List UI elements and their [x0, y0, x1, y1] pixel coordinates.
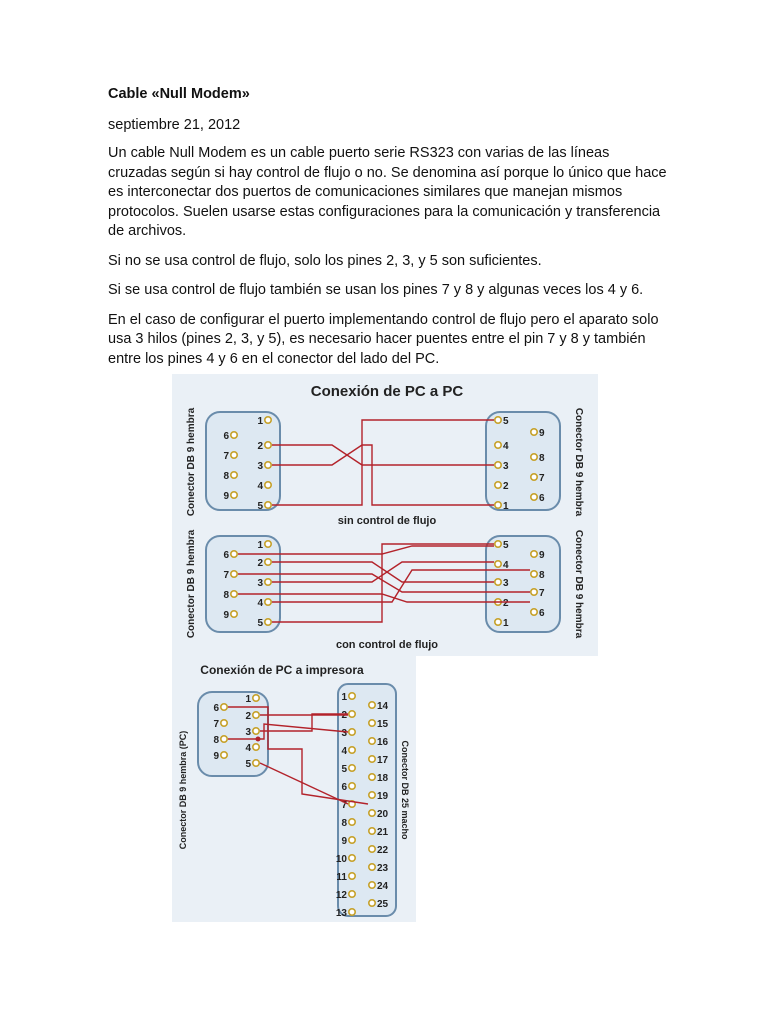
right-f-pin-1-label: 1 — [503, 618, 509, 629]
left-f-pin-9-label: 9 — [223, 610, 229, 621]
db25-pin-20-dot — [369, 810, 375, 816]
right-nf-pin-2-dot — [495, 482, 501, 488]
pr-left-pin-1-dot — [253, 695, 259, 701]
db25-pin-12-dot — [349, 891, 355, 897]
left-f-pin-7-dot — [231, 571, 237, 577]
right-f-pin-2-label: 2 — [503, 598, 509, 609]
wiring-figure — [172, 374, 598, 922]
db25-pin-3-label: 3 — [341, 728, 347, 739]
right-f-pin-5-dot — [495, 541, 501, 547]
pr-left-pin-9-label: 9 — [213, 751, 219, 762]
left-f-pin-4-dot — [265, 599, 271, 605]
wire-f-3-2 — [272, 562, 494, 582]
db25-pin-11-label: 11 — [336, 872, 347, 883]
right-f-pin-6-label: 6 — [539, 608, 545, 619]
right-f-pin-8-label: 8 — [539, 570, 545, 581]
right-nf-pin-7-dot — [531, 474, 537, 480]
right-f-pin-7-label: 7 — [539, 588, 545, 599]
wiring-diagram — [172, 374, 598, 922]
right-nf-pin-9-label: 9 — [539, 428, 545, 439]
pr-left-pin-9-dot — [221, 752, 227, 758]
left-nf-pin-4-label: 4 — [257, 481, 263, 492]
left-nf-pin-5-label: 5 — [257, 501, 263, 512]
db25-pin-23-label: 23 — [377, 863, 389, 874]
db25-pin-13-label: 13 — [335, 908, 347, 919]
wire-nf-3-2 — [272, 445, 494, 505]
db25-pin-4-dot — [349, 747, 355, 753]
right-nf-pin-3-dot — [495, 462, 501, 468]
db25-pin-20-label: 20 — [377, 809, 389, 820]
left-nf-pin-2-dot — [265, 442, 271, 448]
left-f-pin-3-dot — [265, 579, 271, 585]
db25-pin-5-dot — [349, 765, 355, 771]
left-nf-pin-3-label: 3 — [257, 461, 263, 472]
left-nf-pin-1-label: 1 — [257, 416, 263, 427]
db25-pin-1-dot — [349, 693, 355, 699]
db25-pin-21-dot — [369, 828, 375, 834]
db25-pin-3-dot — [349, 729, 355, 735]
wire-f-5-5 — [272, 544, 494, 622]
db25-pin-22-dot — [369, 846, 375, 852]
figure-title-printer: Conexión de PC a impresora — [200, 663, 364, 677]
document-date: septiembre 21, 2012 — [108, 117, 241, 133]
right-connector-label-2: Conector DB 9 hembra — [573, 529, 584, 639]
pr-left-pin-6-label: 6 — [213, 703, 219, 714]
pr-left-pin-5-label: 5 — [245, 759, 251, 770]
right-nf-pin-8-label: 8 — [539, 453, 545, 464]
db25-pin-21-label: 21 — [377, 827, 389, 838]
right-f-pin-8-dot — [531, 571, 537, 577]
left-nf-pin-2-label: 2 — [257, 441, 263, 452]
db25-pin-8-label: 8 — [341, 818, 347, 829]
db25-pin-19-label: 19 — [377, 791, 389, 802]
db25-pin-16-label: 16 — [377, 737, 389, 748]
db25-pin-14-label: 14 — [377, 701, 389, 712]
left-f-pin-2-dot — [265, 559, 271, 565]
left-nf-pin-7-label: 7 — [223, 451, 229, 462]
right-f-pin-9-dot — [531, 551, 537, 557]
db25-pin-4-label: 4 — [341, 746, 347, 757]
right-f-pin-3-label: 3 — [503, 578, 509, 589]
pr-left-pin-8-label: 8 — [213, 735, 219, 746]
printer-left-connector-label: Conector DB 9 hembra (PC) — [178, 730, 188, 850]
db25-pin-25-dot — [369, 900, 375, 906]
figure-title-pc: Conexión de PC a PC — [310, 383, 464, 400]
wire-f-2-3 — [272, 562, 494, 582]
db25-pin-19-dot — [369, 792, 375, 798]
db25-pin-17-dot — [369, 756, 375, 762]
pr-junction-dot — [256, 737, 261, 742]
pr-left-pin-2-label: 2 — [245, 711, 251, 722]
left-nf-pin-6-label: 6 — [223, 431, 229, 442]
paragraph-bridges: En el caso de configurar el puerto implementando control de flujo pero el aparato solo usa 3 hilos (pines 2, 3, y 5), es necesario hacer puentes entre el pin 7 y 8 y también entre los pines 4 y 6 en el conector del lado del PC. — [108, 311, 659, 367]
right-f-pin-4-label: 4 — [503, 560, 509, 571]
db25-pin-9-label: 9 — [341, 836, 347, 847]
db25-pin-10-label: 10 — [335, 854, 347, 865]
db25-pin-25-label: 25 — [377, 899, 389, 910]
wire-nf-5-5 — [272, 420, 494, 505]
db25-pin-15-dot — [369, 720, 375, 726]
db25-pin-11-dot — [349, 873, 355, 879]
left-connector-label-2: Conector DB 9 hembra — [186, 529, 197, 639]
db25-pin-18-dot — [369, 774, 375, 780]
left-nf-pin-6-dot — [231, 432, 237, 438]
left-connector-label-1: Conector DB 9 hembra — [186, 407, 197, 517]
caption-flow: con control de flujo — [335, 639, 439, 651]
left-f-pin-1-dot — [265, 541, 271, 547]
db25-pin-24-label: 24 — [377, 881, 389, 892]
db25-pin-15-label: 15 — [377, 719, 389, 730]
left-f-pin-8-dot — [231, 591, 237, 597]
right-nf-pin-4-dot — [495, 442, 501, 448]
right-f-pin-7-dot — [531, 589, 537, 595]
pr-left-pin-4-label: 4 — [245, 743, 251, 754]
left-f-pin-3-label: 3 — [257, 578, 263, 589]
pr-left-pin-4-dot — [253, 744, 259, 750]
left-f-pin-5-dot — [265, 619, 271, 625]
db25-pin-18-label: 18 — [377, 773, 389, 784]
db25-pin-6-dot — [349, 783, 355, 789]
left-f-pin-4-label: 4 — [257, 598, 263, 609]
pr-left-pin-2-dot — [253, 712, 259, 718]
left-nf-pin-7-dot — [231, 452, 237, 458]
left-nf-pin-8-label: 8 — [223, 471, 229, 482]
db25-pin-13-dot — [349, 909, 355, 915]
right-nf-pin-9-dot — [531, 429, 537, 435]
right-f-pin-4-dot — [495, 561, 501, 567]
right-connector-label-1: Conector DB 9 hembra — [573, 407, 584, 517]
right-nf-pin-6-dot — [531, 494, 537, 500]
db25-pin-8-dot — [349, 819, 355, 825]
db25-pin-2-dot — [349, 711, 355, 717]
right-nf-pin-8-dot — [531, 454, 537, 460]
right-nf-pin-5-dot — [495, 417, 501, 423]
right-f-pin-5-label: 5 — [503, 540, 509, 551]
paragraph-flow: Si se usa control de flujo también se usan los pines 7 y 8 y algunas veces los 4 y 6. — [108, 282, 644, 298]
left-nf-pin-1-dot — [265, 417, 271, 423]
document-body — [108, 86, 668, 379]
wire-pr-5-7 — [260, 763, 348, 804]
paragraph-intro: Un cable Null Modem es un cable puerto serie RS323 con varias de las líneas cruzadas según si hay control de flujo o no. Se denomina así porque lo único que hace es interconectar dos puertos de comunicaciones similares que manejan mismos protocolos. Suelen usarse estas configuraciones para la comunicación y transferencia de archivos. — [108, 145, 667, 239]
db25-pin-14-dot — [369, 702, 375, 708]
left-nf-pin-3-dot — [265, 462, 271, 468]
db25-pin-22-label: 22 — [377, 845, 389, 856]
db25-pin-24-dot — [369, 882, 375, 888]
right-db9-no-flow — [486, 412, 560, 510]
left-f-pin-7-label: 7 — [223, 570, 229, 581]
right-f-pin-1-dot — [495, 619, 501, 625]
left-f-pin-6-dot — [231, 551, 237, 557]
left-f-pin-9-dot — [231, 611, 237, 617]
pr-left-pin-1-label: 1 — [245, 694, 251, 705]
left-nf-pin-8-dot — [231, 472, 237, 478]
caption-no-flow: sin control de flujo — [337, 515, 437, 527]
pr-left-pin-7-label: 7 — [213, 719, 219, 730]
db25-pin-17-label: 17 — [377, 755, 389, 766]
right-nf-pin-2-label: 2 — [503, 481, 509, 492]
wire-nf-2-3 — [272, 445, 494, 465]
right-f-pin-3-dot — [495, 579, 501, 585]
pr-left-pin-7-dot — [221, 720, 227, 726]
db25-pin-9-dot — [349, 837, 355, 843]
left-nf-pin-4-dot — [265, 482, 271, 488]
db25-pin-6-label: 6 — [341, 782, 347, 793]
db25-pin-2-label: 2 — [341, 710, 347, 721]
left-f-pin-8-label: 8 — [223, 590, 229, 601]
left-f-pin-1-label: 1 — [257, 540, 263, 551]
db25-pin-10-dot — [349, 855, 355, 861]
right-f-pin-9-label: 9 — [539, 550, 545, 561]
db25-pin-1-label: 1 — [341, 692, 347, 703]
pr-left-pin-3-label: 3 — [245, 727, 251, 738]
db25-pin-23-dot — [369, 864, 375, 870]
right-f-pin-6-dot — [531, 609, 537, 615]
left-nf-pin-5-dot — [265, 502, 271, 508]
pr-left-pin-3-dot — [253, 728, 259, 734]
left-f-pin-6-label: 6 — [223, 550, 229, 561]
db25-pin-12-label: 12 — [335, 890, 347, 901]
paragraph-no-flow: Si no se usa control de flujo, solo los pines 2, 3, y 5 son suficientes. — [108, 252, 542, 269]
db25-pin-5-label: 5 — [341, 764, 347, 775]
right-nf-pin-5-label: 5 — [503, 416, 509, 427]
printer-right-connector-label: Conector DB 25 macho — [400, 740, 410, 840]
right-nf-pin-1-dot — [495, 502, 501, 508]
right-nf-pin-6-label: 6 — [539, 493, 545, 504]
db25-pin-16-dot — [369, 738, 375, 744]
db25-pin-7-label: 7 — [341, 800, 347, 811]
left-nf-pin-9-label: 9 — [223, 491, 229, 502]
left-f-pin-2-label: 2 — [257, 558, 263, 569]
left-f-pin-5-label: 5 — [257, 618, 263, 629]
right-nf-pin-4-label: 4 — [503, 441, 509, 452]
right-nf-pin-7-label: 7 — [539, 473, 545, 484]
pr-left-pin-8-dot — [221, 736, 227, 742]
right-nf-pin-1-label: 1 — [503, 501, 509, 512]
right-nf-pin-3-label: 3 — [503, 461, 509, 472]
document-title: Cable «Null Modem» — [108, 86, 250, 102]
left-db9-no-flow — [206, 412, 280, 510]
pr-left-pin-5-dot — [253, 760, 259, 766]
pr-left-pin-6-dot — [221, 704, 227, 710]
left-nf-pin-9-dot — [231, 492, 237, 498]
